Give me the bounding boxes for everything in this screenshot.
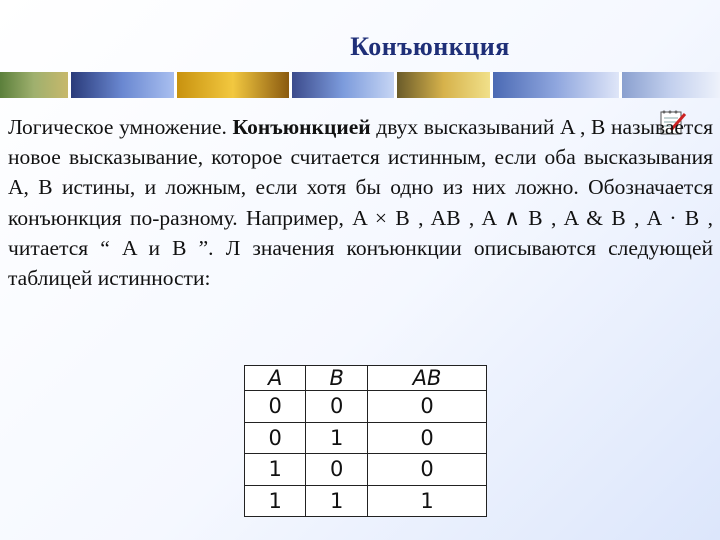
banner-image-3	[177, 72, 289, 98]
definition-text	[8, 112, 713, 293]
table-cell: 1	[245, 454, 306, 486]
table-row	[245, 391, 487, 423]
table-cell: 0	[245, 422, 306, 454]
table-row	[245, 454, 487, 486]
intro-tail: двух	[376, 115, 419, 139]
header-cell: A	[245, 366, 306, 391]
table-cell: 1	[306, 485, 368, 517]
banner-image-4	[292, 72, 394, 98]
table-cell: 0	[306, 454, 368, 486]
table-cell: 0	[368, 391, 487, 423]
header-cell: AB	[368, 366, 487, 391]
intro-text: Логическое умножение.	[8, 115, 227, 139]
term-bold: Конъюнкцией	[232, 115, 371, 139]
header-banner	[0, 72, 720, 98]
table-cell: 0	[368, 454, 487, 486]
slide-title: Конъюнкция	[350, 32, 510, 61]
header-cell: B	[306, 366, 368, 391]
table-cell: 0	[306, 391, 368, 423]
banner-image-7	[622, 72, 720, 98]
table-cell: 1	[306, 422, 368, 454]
table-cell: 1	[368, 485, 487, 517]
table-cell: 0	[368, 422, 487, 454]
banner-image-1	[0, 72, 68, 98]
banner-image-2	[71, 72, 173, 98]
table-row	[245, 485, 487, 517]
table-header-row	[245, 366, 487, 391]
banner-image-6	[493, 72, 620, 98]
banner-image-5	[397, 72, 490, 98]
table-row	[245, 422, 487, 454]
table-cell: 0	[245, 391, 306, 423]
definition-paragraph	[8, 112, 713, 293]
truth-table	[244, 365, 487, 517]
table-cell: 1	[245, 485, 306, 517]
body-text: высказываний A , B называется новое высказывание, которое считается истинным, если оба высказывания A, B истины, и ложным, если хотя бы одно из них ложно. Обозначается конъюнкция по-разному. Например, A × B , AB , A ∧ B , A & B , A · B , читается “ A и B ”. Л значения конъюнкции описываются следующей таблицей истинности:	[8, 115, 713, 291]
